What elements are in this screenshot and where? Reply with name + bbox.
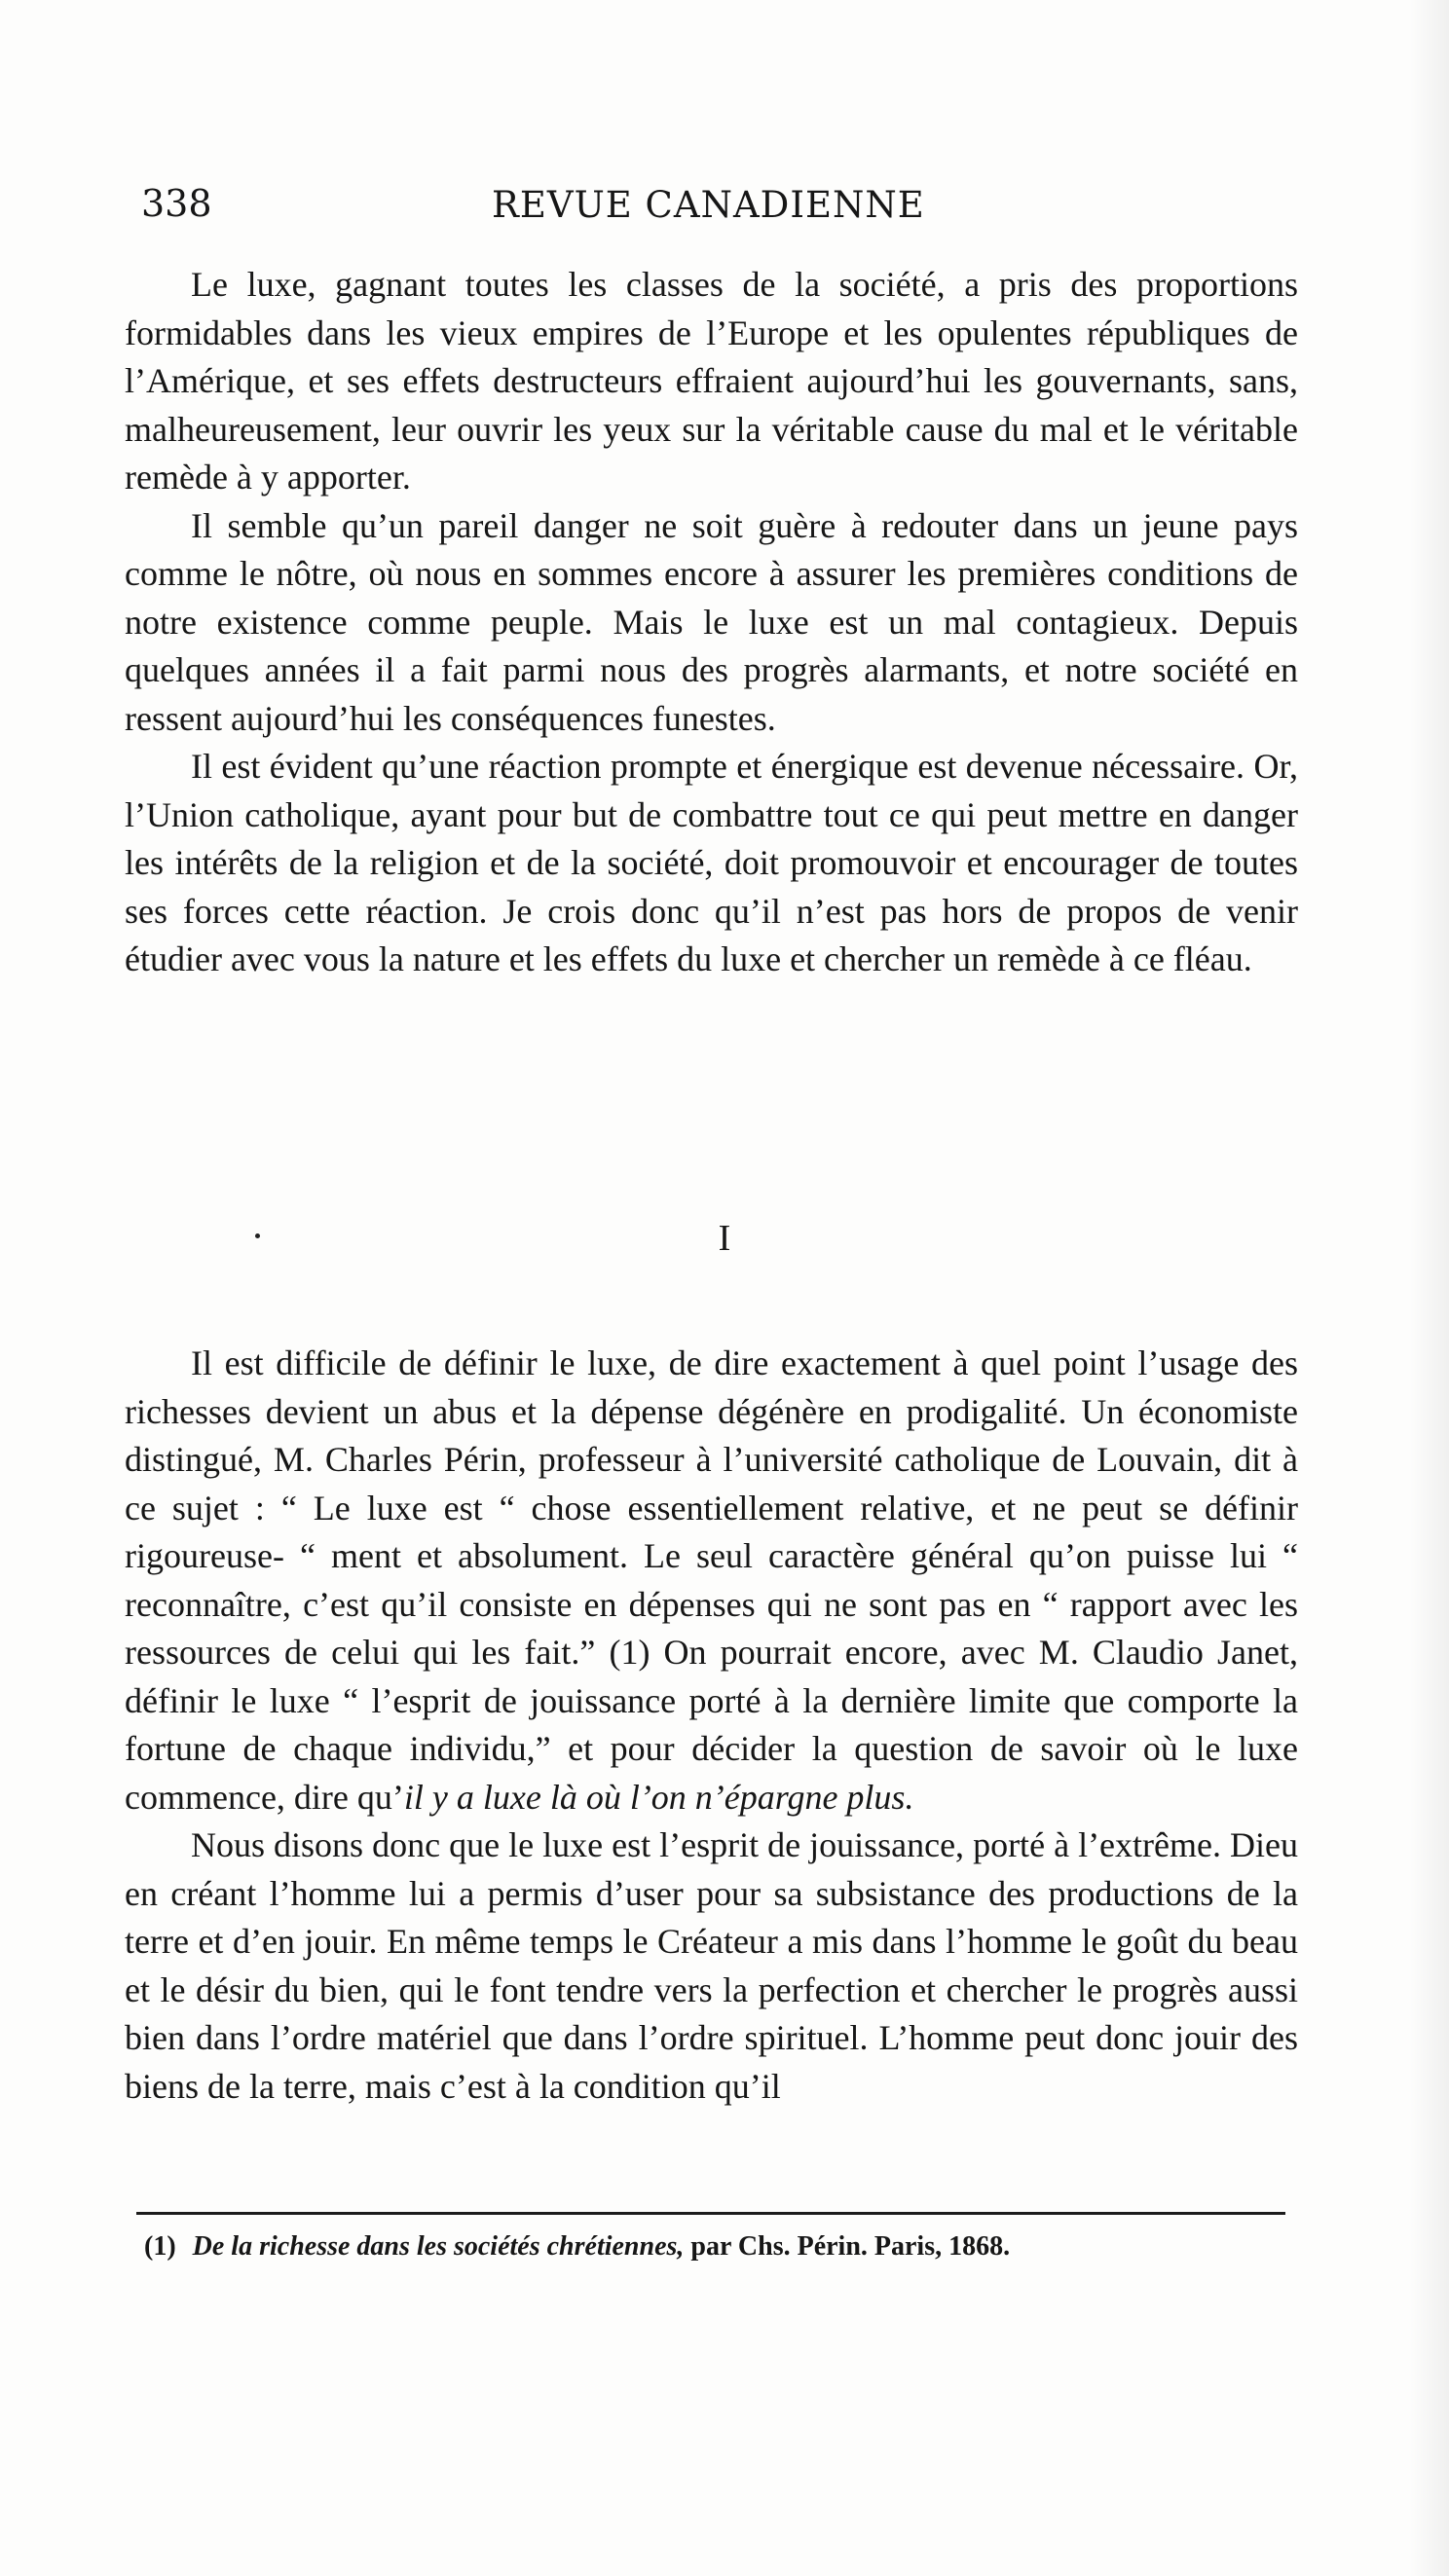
footnote-citation: par Chs. Périn. Paris, 1868. [690, 2231, 1011, 2262]
section-heading-numeral: I [718, 1218, 731, 1259]
running-title: REVUE CANADIENNE [492, 184, 925, 226]
footnote-divider [136, 2212, 1285, 2215]
page-number: 338 [141, 182, 212, 225]
paragraph-il-semble: Il semble qu’un pareil danger ne soit guère à redouter dans un jeune pays comme le nôtre, où nous en sommes encore à assurer les premières conditions de notre existence comme peuple. Mais le luxe est un mal contagieux. Depuis quelques années il a fait parmi nous des progrès alarmants, et notre société en ressent aujourd’hui les conséquences funestes. [125, 505, 1298, 738]
section-one-text [125, 1340, 1298, 2111]
paragraph-nous-disons: Nous disons donc que le luxe est l’esprit de jouissance, porté à l’extrême. Dieu en créant l’homme lui a permis d’user pour sa subsistance des productions de la terre et d’en jouir. En même temps le Créateur a mis dans l’homme le goût du beau et le désir du bien, qui le font tendre vers la perfection et chercher le progrès aussi bien dans l’ordre matériel que dans l’ordre spirituel. L’homme peut donc jouir des biens de la terre, mais c’est à la condition qu’il [125, 1825, 1298, 2106]
page-header [141, 180, 1281, 239]
footnote-book-title: De la richesse dans les sociétés chrétiennes, [192, 2231, 685, 2262]
paragraph-definir-text: Il est difficile de définir le luxe, de dire exactement à quel point l’usage des richesses devient un abus et la dépense dégénère en prodigalité. Un économiste distingué, M. Charles Périn, professeur à l’université catholique de Louvain, dit à ce sujet : “ Le luxe est “ chose essentiellement relative, et ne peut se définir rigoureuse- “ ment et absolument. Le seul caractère général qu’on puisse lui “ reconnaître, c’est qu’il consiste en dépenses qui ne sont pas en “ rapport avec les ressources de celui qui les fait.” (1) On pourrait encore, avec M. Claudio Janet, définir le luxe “ l’esprit de jouissance porté à la dernière limite que comporte la fortune de chaque individu,” et pour décider la question de savoir où le luxe commence, dire qu’ [125, 1343, 1298, 1817]
introduction-text [125, 261, 1298, 984]
paragraph-definir-le-luxe [125, 1340, 1298, 1822]
footnote-marker: (1) [144, 2231, 176, 2262]
footnote [144, 2227, 1264, 2266]
paragraph-luxe-gagnant: Le luxe, gagnant toutes les classes de la société, a pris des proportions formidables dans les vieux empires de l’Europe et les opulentes républiques de l’Amérique, et ses effets destructeurs effraient aujourd’hui les gouvernants, sans, malheureusement, leur ouvrir les yeux sur la véritable cause du mal et le véritable remède à y apporter. [125, 265, 1298, 497]
italic-definition: il y a luxe là où l’on n’épargne plus. [403, 1777, 914, 1817]
paragraph-il-est-evident: Il est évident qu’une réaction prompte et énergique est devenue nécessaire. Or, l’Union catholique, ayant pour but de combattre tout ce qui peut mettre en danger les intérêts de la religion et de la société, doit promouvoir et encourager de toutes ses forces cette réaction. Je crois donc qu’il n’est pas hors de propos de venir étudier avec vous la nature et les effets du luxe et chercher un remède à ce fléau. [125, 747, 1298, 978]
page-edge-shadow [1410, 0, 1449, 2576]
